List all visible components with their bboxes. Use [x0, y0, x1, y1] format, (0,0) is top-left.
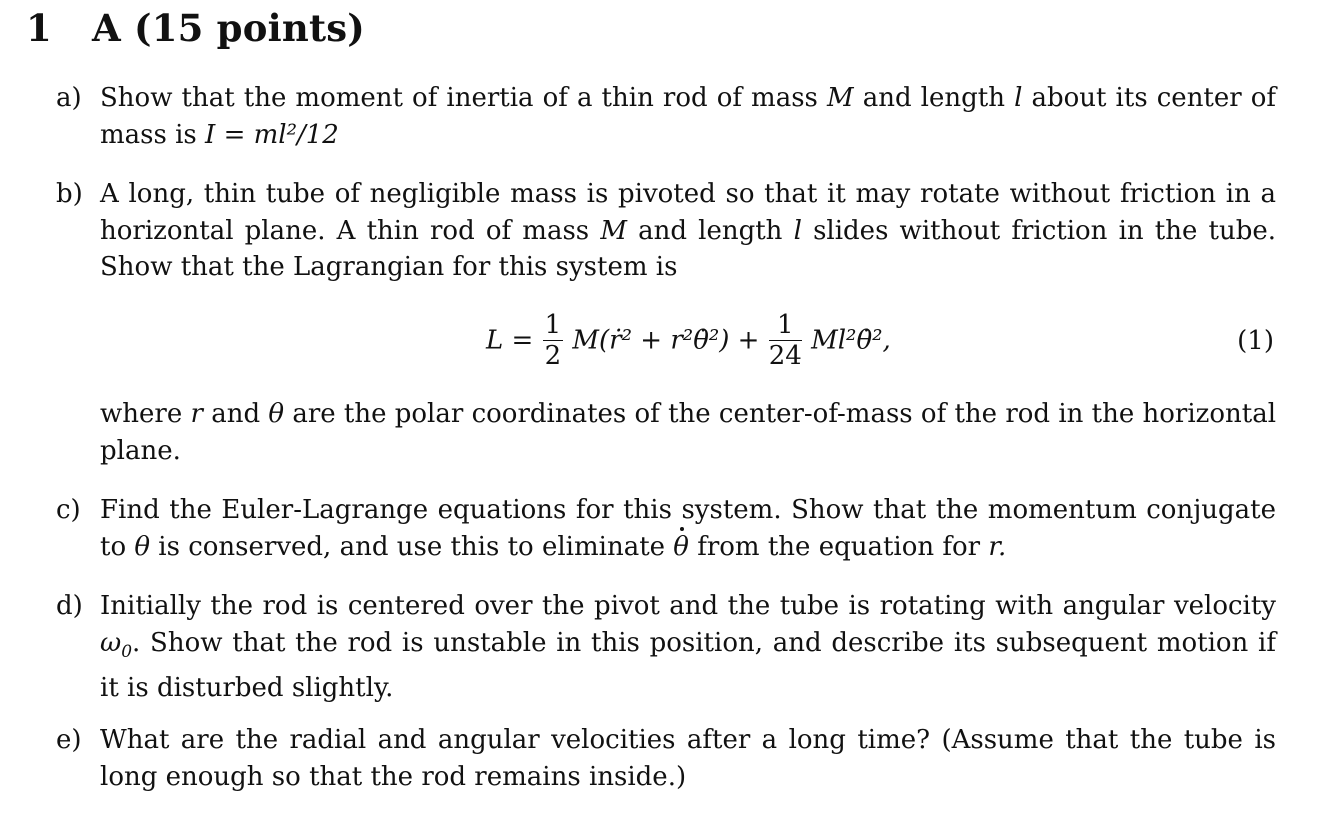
text: about its center of mass is — [100, 83, 1277, 150]
math-var: θ — [134, 531, 151, 562]
part-label-d: d) — [56, 591, 83, 621]
problem-part-d — [56, 588, 1276, 707]
text: and — [211, 399, 261, 429]
math-var: θ — [268, 399, 285, 429]
section-number: 1 — [26, 6, 52, 50]
part-label-e: e) — [56, 725, 82, 755]
problem-part-b — [56, 176, 1276, 286]
section-heading — [26, 6, 365, 50]
equation-lhs: L = — [486, 325, 534, 356]
equation-term-translational: M(ṙ² + r²θ̇²) + — [572, 325, 760, 356]
equation-number: (1) — [1237, 326, 1274, 356]
lagrangian-equation — [100, 310, 1276, 378]
equation-term-rotational: Ml²θ̇², — [811, 325, 891, 356]
math-var: M — [826, 83, 854, 113]
part-text-b — [100, 176, 1276, 286]
math-var: M — [600, 215, 627, 246]
part-label-b: b) — [56, 179, 83, 209]
fraction-denominator: 24 — [768, 341, 802, 371]
text: A long, thin tube of negligible mass is pivoted so that it may rotate without friction in a horizontal plane. A thin rod of mass — [100, 179, 1276, 246]
math-var: l — [1014, 83, 1023, 113]
part-text-a — [100, 80, 1276, 153]
text: from the equation for — [697, 531, 981, 562]
text: . Show that the rod is unstable in this position, and describe its subsequent motion if it is disturbed slightly. — [100, 627, 1276, 704]
section-title: A (15 points) — [92, 6, 365, 50]
text: Find the Euler-Lagrange equations for this system. Show that the momentum conjugate to — [100, 495, 1276, 562]
fraction-numerator: 1 — [769, 310, 802, 341]
part-text-c — [100, 492, 1276, 565]
part-text-d — [100, 588, 1276, 707]
part-text-b-continued — [100, 396, 1276, 469]
text: Initially the rod is centered over the pivot and the tube is rotating with angular velocity — [100, 591, 1276, 621]
text: Show that the moment of inertia of a thin rod of mass — [100, 83, 818, 113]
problem-part-b-continued — [56, 396, 1276, 469]
math-var: r — [190, 399, 203, 429]
omega-zero — [100, 627, 133, 662]
problem-part-a — [56, 80, 1276, 153]
text: where — [100, 399, 183, 429]
part-text-e: What are the radial and angular velocities after a long time? (Assume that the tube is long enough so that the rod remains inside.) — [100, 725, 1276, 792]
math-var-theta-dot: θ — [673, 529, 689, 566]
text: are the polar coordinates of the center-of-mass of the rod in the horizontal plane. — [100, 399, 1277, 466]
problem-part-e — [56, 722, 1276, 795]
text: and length — [638, 215, 783, 246]
part-label-c: c) — [56, 495, 81, 525]
text: slides without friction in the tube. Show that the Lagrangian for this system is — [100, 215, 1277, 282]
inertia-formula: I = ml²/12 — [205, 119, 339, 150]
fraction-denominator: 2 — [544, 341, 562, 371]
math-var: r. — [988, 531, 1007, 562]
fraction-numerator: 1 — [544, 310, 562, 340]
part-label-a: a) — [56, 83, 82, 113]
math-subscript: 0 — [121, 641, 133, 662]
math-var: l — [793, 215, 802, 246]
text: and length — [862, 83, 1005, 113]
fraction-one-half — [543, 310, 564, 371]
fraction-one-twenty-fourth — [769, 310, 802, 371]
text: is conserved, and use this to eliminate — [158, 531, 666, 562]
math-var: ω — [100, 627, 122, 658]
problem-part-c — [56, 492, 1276, 565]
equation-formula — [486, 310, 891, 378]
